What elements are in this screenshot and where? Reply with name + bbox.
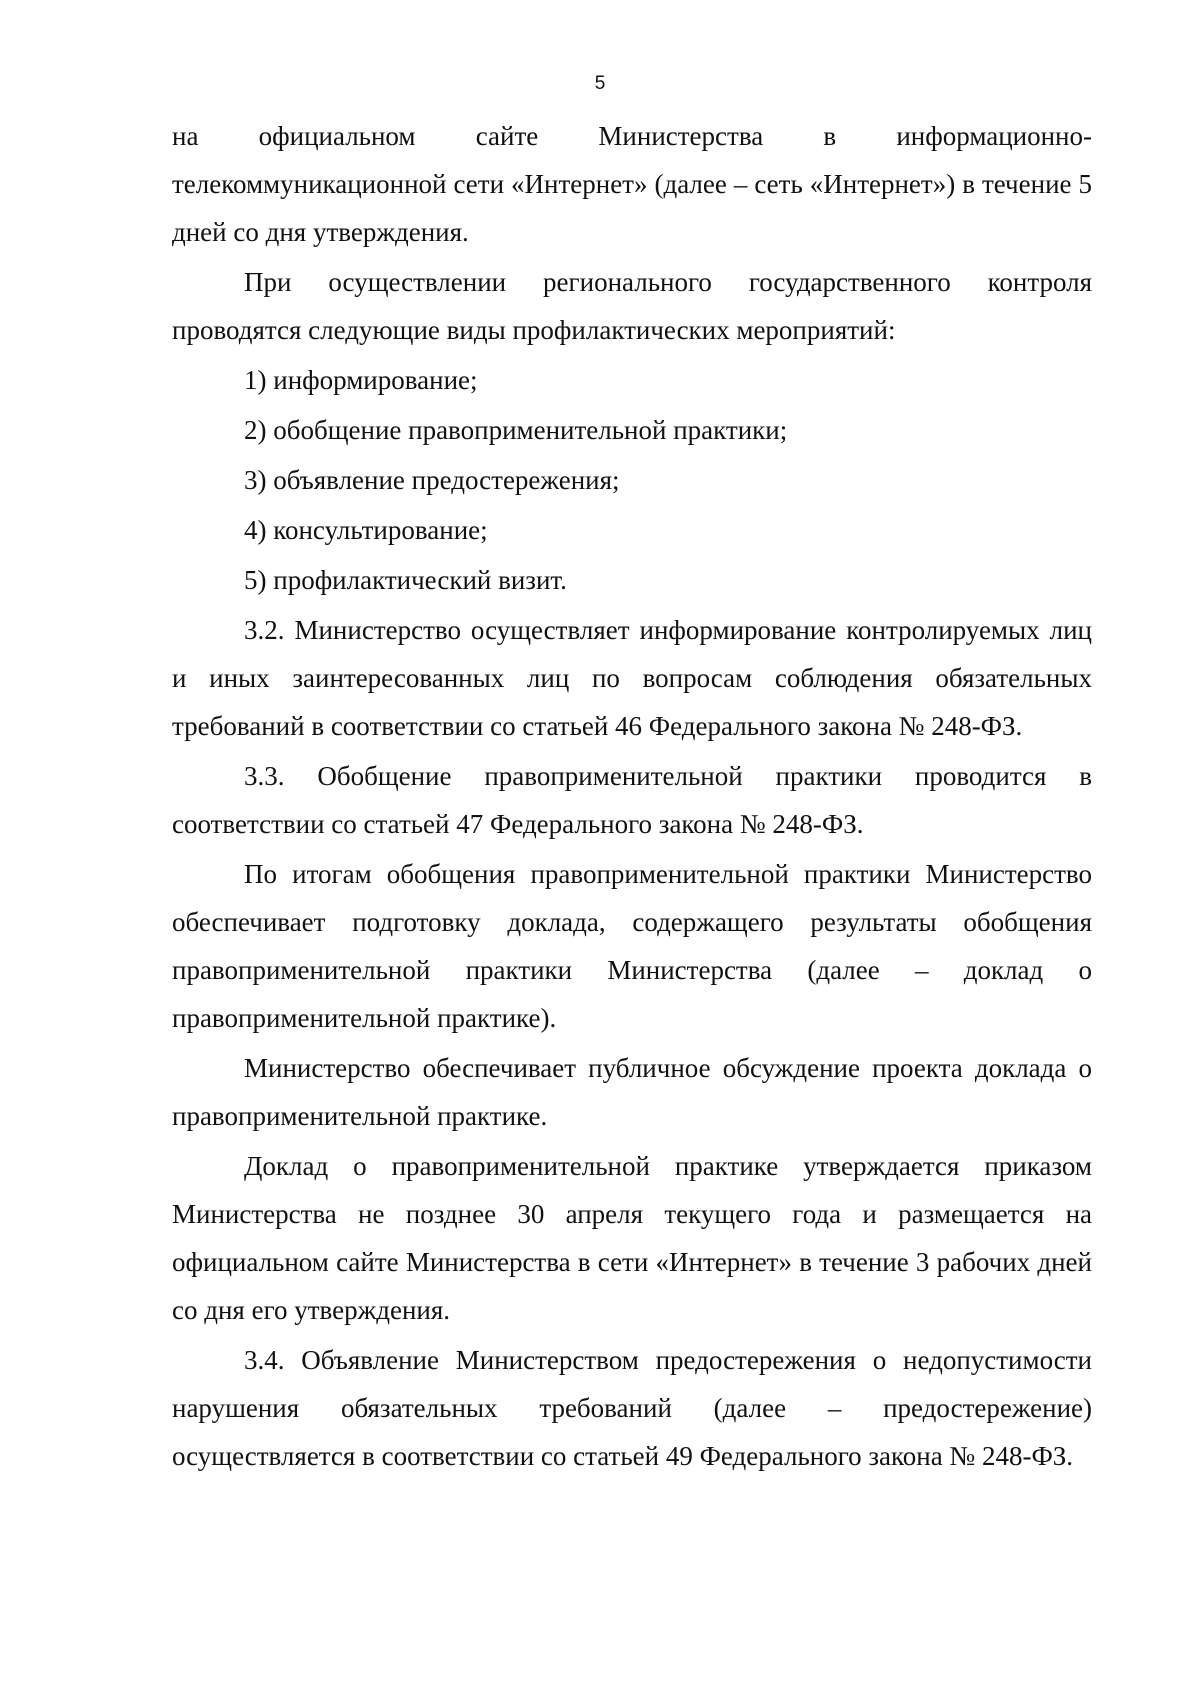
- paragraph-3-3: 3.3. Обобщение правоприменительной практики проводится в соответствии со статьей 47 Федерального закона № 248-ФЗ.: [172, 761, 1092, 839]
- paragraph-preventive-measures-intro: При осуществлении регионального государственного контроля проводятся следующие виды профилактических мероприятий:: [172, 267, 1092, 345]
- list-item-generalization: 2) обобщение правоприменительной практики;: [244, 415, 788, 445]
- paragraph-3-4: 3.4. Объявление Министерством предостережения о недопустимости нарушения обязательных требований (далее – предостережение) осуществляется в соответствии со статьей 49 Федерального закона № 248-ФЗ.: [172, 1345, 1092, 1471]
- list-item-warning: 3) объявление предостережения;: [244, 465, 620, 495]
- document-body: [172, 112, 1092, 1482]
- paragraph-continuation: на официальном сайте Министерства в информационно-телекоммуникационной сети «Интернет» (далее – сеть «Интернет») в течение 5 дней со дня утверждения.: [172, 121, 1092, 247]
- list-item-consulting: 4) консультирование;: [244, 515, 488, 545]
- list-item-informing: 1) информирование;: [244, 365, 478, 395]
- paragraph-public-discussion: Министерство обеспечивает публичное обсуждение проекта доклада о правоприменительной практике.: [172, 1053, 1092, 1131]
- list-item-preventive-visit: 5) профилактический визит.: [244, 565, 567, 595]
- page-number: 5: [594, 73, 606, 94]
- paragraph-3-2: 3.2. Министерство осуществляет информирование контролируемых лиц и иных заинтересованных лиц по вопросам соблюдения обязательных требований в соответствии со статьей 46 Федерального закона № 248-ФЗ.: [172, 615, 1092, 741]
- paragraph-report-approval: Доклад о правоприменительной практике утверждается приказом Министерства не позднее 30 апреля текущего года и размещается на официальном сайте Министерства в сети «Интернет» в течение 3 рабочих дней со дня его утверждения.: [172, 1151, 1092, 1325]
- paragraph-report-preparation: По итогам обобщения правоприменительной практики Министерство обеспечивает подготовку доклада, содержащего результаты обобщения правоприменительной практики Министерства (далее – доклад о правоприменительной практике).: [172, 859, 1092, 1033]
